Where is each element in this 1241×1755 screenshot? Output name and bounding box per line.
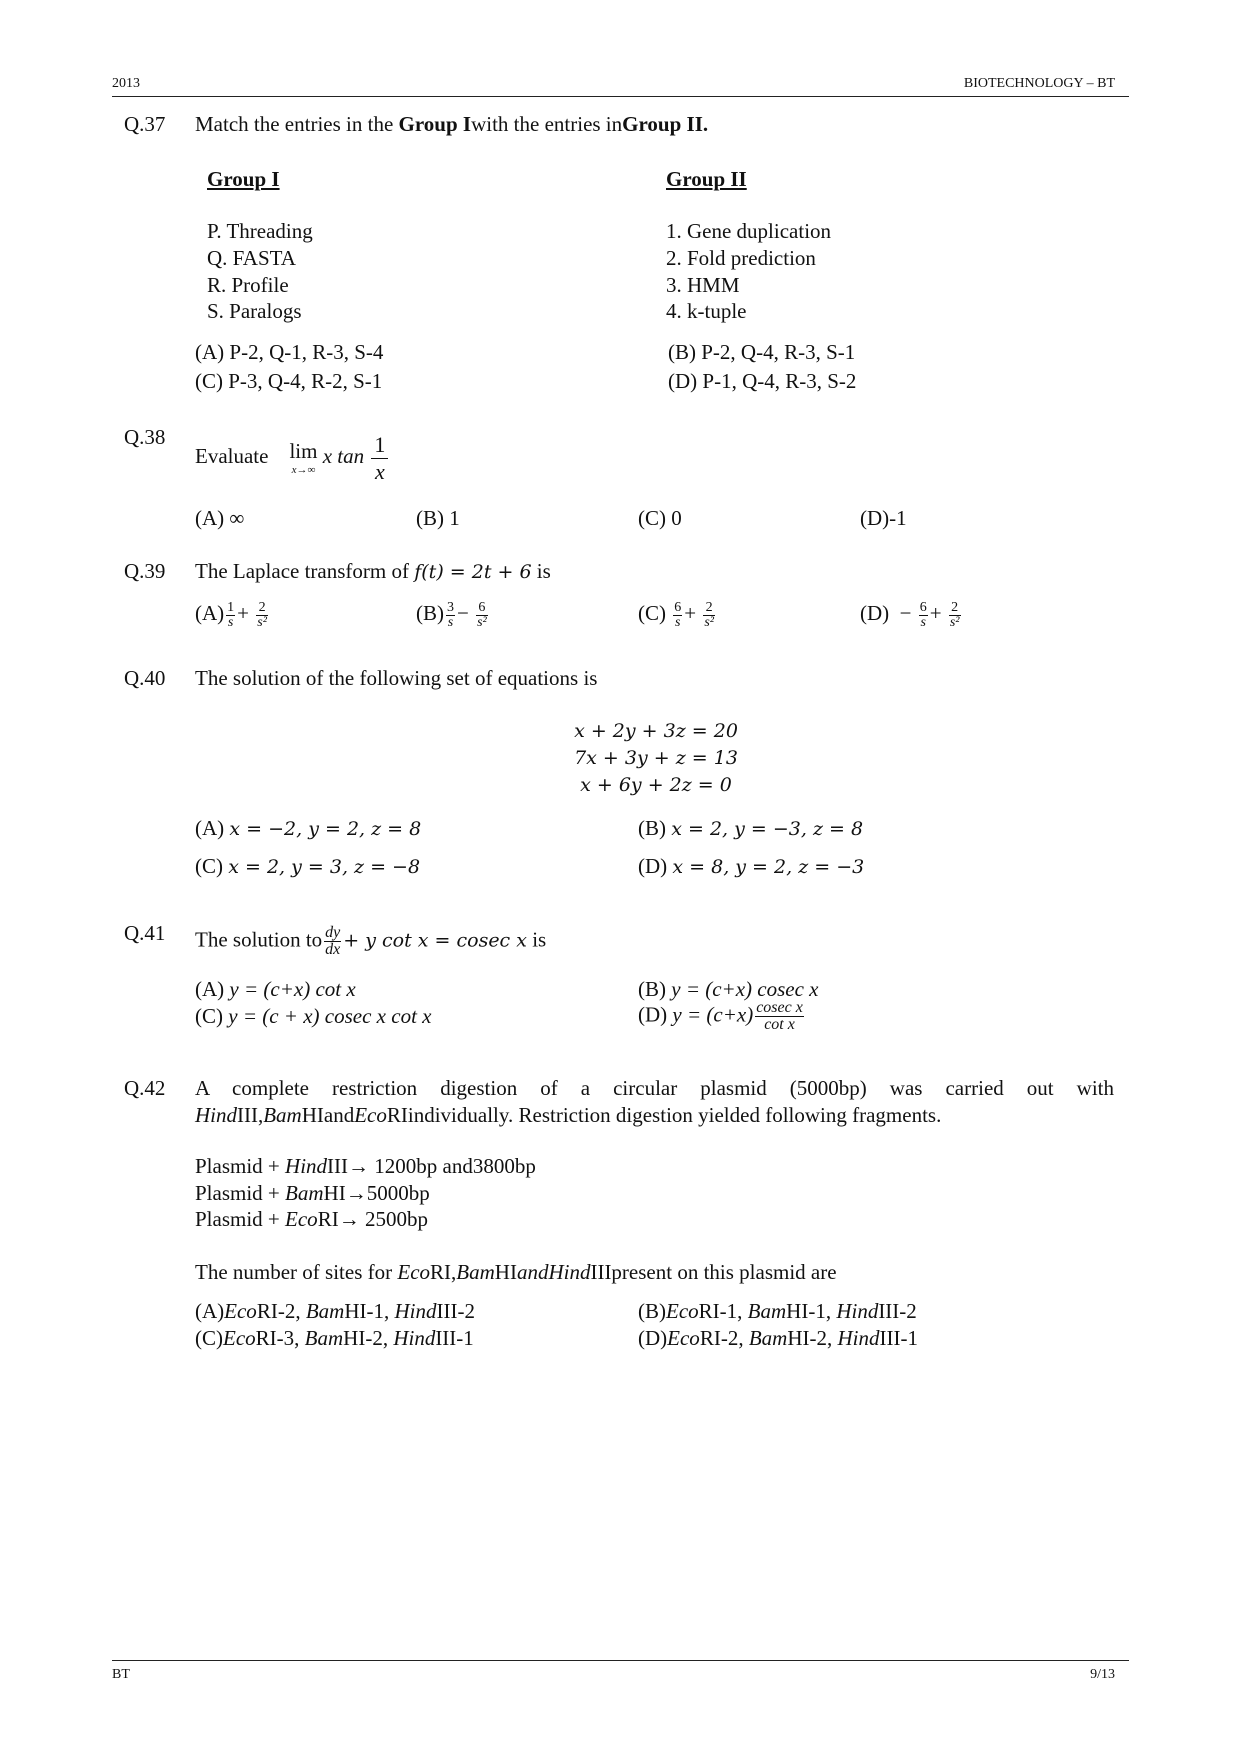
header-year: 2013 [112,76,140,91]
fraction: $\frac{6}{s}$ [919,599,927,630]
question-ask: The number of sites for EcoRI,BamHIandHindIIIpresent on this plasmid are [195,1260,837,1284]
equation: x + 6y + 2z = 0 [580,774,732,796]
group1-title: Group I [207,167,280,191]
option-b[interactable]: (B)EcoRI-1, BamHI-1, HindIII-2 [638,1299,917,1323]
fraction: $\frac{2}{\text{s²}}$ [257,599,267,630]
group2-item: 2. Fold prediction [666,246,816,270]
page-number: 9/13 [1090,1667,1115,1682]
group1-item: P. Threading [207,219,313,243]
fraction: $\frac{dy}{dx}$ [325,924,341,958]
group1-item: S. Paralogs [207,299,302,323]
limit-expression: x tan [322,444,365,468]
option-b[interactable]: (B) y = (c+x) cosec x [638,977,819,1001]
option-d[interactable]: (D)-1 [860,506,907,530]
group2-title: Group II [666,167,747,191]
question-number: Q.41 [124,921,166,945]
group1-item: Q. FASTA [207,246,296,270]
limit-operator: lim x→∞ [289,438,318,476]
option-a[interactable]: (A) P-2, Q-1, R-3, S-4 [195,340,384,364]
fraction: $\frac{2}{\text{s²}}$ [704,599,714,630]
page-footer [112,1660,1129,1685]
question-number: Q.42 [124,1076,166,1100]
group2-item: 1. Gene duplication [666,219,832,243]
fraction: $\frac{1}{x}$ [371,432,388,485]
option-a[interactable]: (A) $\frac{1}{s}$ + $\frac{2}{\text{s²}}$ [195,599,267,630]
question-number: Q.40 [124,666,166,690]
option-c[interactable]: (C) x = 2, y = 3, z = −8 [195,854,421,878]
fraction: $\frac{2}{\text{s²}}$ [949,599,960,630]
fraction: $\frac{\text{cosec x}}{\text{cot x}}$ [756,999,803,1033]
fragment-line: Plasmid + EcoRI→ 2500bp [195,1207,428,1231]
option-b[interactable]: (B) 1 [416,506,460,530]
question-stem: Match the entries in the Group Iwith the entries inGroup II. [195,112,709,136]
option-d[interactable]: (D) − $\frac{6}{s}$ + $\frac{2}{\text{s²}}$ [860,599,960,630]
question-number: Q.39 [124,559,166,583]
question-stem: The solution to $\frac{dy}{dx}$ + y cot x = cosec x is [195,924,547,958]
fragment-line: Plasmid + BamHI→5000bp [195,1181,430,1205]
question-stem-line1: A complete restriction digestion of a circular plasmid (5000bp) was carried out with [195,1076,1114,1100]
option-d[interactable]: (D) P-1, Q-4, R-3, S-2 [668,369,857,393]
option-b[interactable]: (B) P-2, Q-4, R-3, S-1 [668,340,856,364]
fraction: $\frac{6}{\text{s²}}$ [477,599,487,630]
option-c[interactable]: (C) y = (c + x) cosec x cot x [195,1004,432,1028]
question-number: Q.38 [124,425,166,449]
option-a[interactable]: (A) y = (c+x) cot x [195,977,356,1001]
option-c[interactable]: (C)EcoRI-3, BamHI-2, HindIII-1 [195,1326,474,1350]
option-d[interactable]: (D)EcoRI-2, BamHI-2, HindIII-1 [638,1326,918,1350]
option-d[interactable]: (D) x = 8, y = 2, z = −3 [638,854,865,878]
equation: x + 2y + 3z = 20 [574,720,738,742]
question-stem: Evaluate lim x→∞ x tan $\frac{1}{x}$ [195,426,390,486]
group1-item: R. Profile [207,273,289,297]
option-a[interactable]: (A)EcoRI-2, BamHI-1, HindIII-2 [195,1299,475,1323]
fragment-line: Plasmid + HindIII→ 1200bp and3800bp [195,1154,536,1178]
option-b[interactable]: (B) $\frac{3}{s}$ − $\frac{6}{\text{s²}}$ [416,599,487,630]
question-stem-line2: HindIII,BamHIandEcoRIindividually. Restriction digestion yielded following fragments. [195,1103,942,1127]
fraction: $\frac{3}{s}$ [447,599,454,630]
group2-item: 3. HMM [666,273,740,297]
option-a[interactable]: (A) x = −2, y = 2, z = 8 [195,816,422,840]
header-subject: BIOTECHNOLOGY – BT [963,76,1115,91]
group2-item: 4. k-tuple [666,299,747,323]
option-c[interactable]: (C) $\frac{6}{s}$ + $\frac{2}{\text{s²}}$ [638,599,714,630]
option-c[interactable]: (C) 0 [638,506,682,530]
footer-code: BT [112,1667,130,1682]
question-number: Q.37 [124,112,166,136]
option-c[interactable]: (C) P-3, Q-4, R-2, S-1 [195,369,383,393]
question-stem: The Laplace transform of f(t) = 2t + 6 is [195,559,551,583]
option-a[interactable]: (A) ∞ [195,506,245,530]
option-d[interactable]: (D) y = (c+x) $\frac{\text{cosec x}}{\text{cot x}}$ [638,999,803,1033]
page-header [112,76,1129,97]
fraction: $\frac{1}{s}$ [227,599,235,630]
fraction: $\frac{6}{s}$ [674,599,682,630]
option-b[interactable]: (B) x = 2, y = −3, z = 8 [638,816,864,840]
equation: 7x + 3y + z = 13 [574,747,738,769]
question-stem: The solution of the following set of equations is [195,666,598,690]
